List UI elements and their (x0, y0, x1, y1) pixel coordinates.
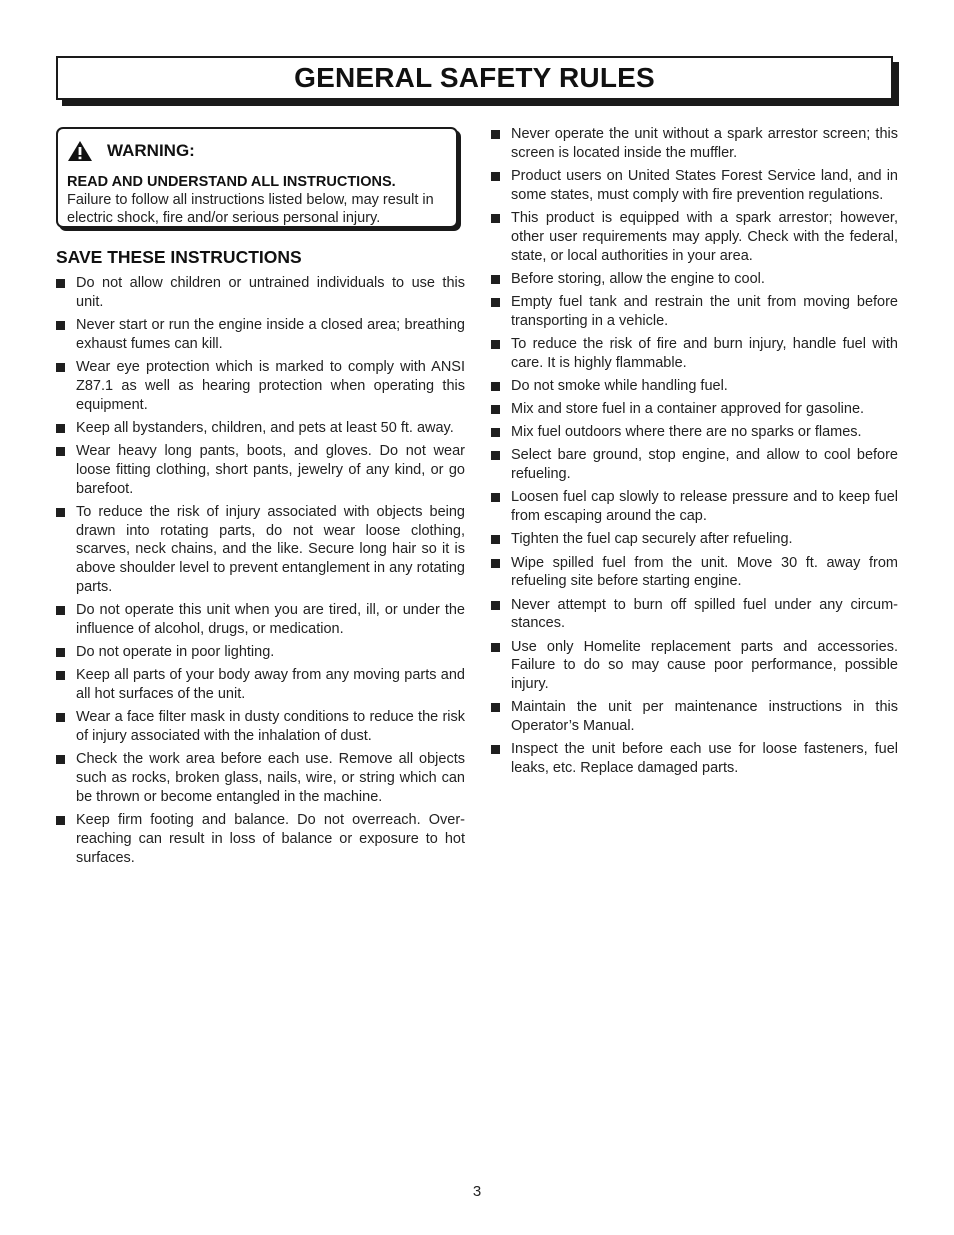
list-item: Keep all parts of your body away from any moving parts and all hot surfaces of the unit. (56, 666, 465, 704)
list-item: Wear a face filter mask in dusty conditions to reduce the risk of injury associated with the inhalation of dust. (56, 708, 465, 746)
page-title-box (56, 56, 893, 100)
list-item: To reduce the risk of fire and burn injury, handle fuel with care. It is highly flammable. (491, 335, 898, 373)
list-item: Inspect the unit before each use for loose fasteners, fuel leaks, etc. Replace damaged parts. (491, 740, 898, 778)
list-item: Tighten the fuel cap securely after refueling. (491, 530, 898, 549)
list-item: Mix fuel outdoors where there are no sparks or flames. (491, 423, 898, 442)
list-item: This product is equipped with a spark arrestor; however, other user requirements may apply. Check with the federal, state, or local authorities in your area. (491, 209, 898, 265)
list-item: Keep all bystanders, children, and pets at least 50 ft. away. (56, 419, 465, 438)
warning-heading: READ AND UNDERSTAND ALL INSTRUCTIONS. (67, 174, 396, 190)
list-item: Wear eye protection which is marked to comply with ANSI Z87.1 as well as hearing protection when operating this equipment. (56, 358, 465, 414)
list-item: Never operate the unit without a spark arrestor screen; this screen is located inside the muffler. (491, 125, 898, 163)
save-instructions-heading: SAVE THESE INSTRUCTIONS (56, 247, 302, 267)
list-item: Wipe spilled fuel from the unit. Move 30 ft. away from refueling site before starting engine. (491, 554, 898, 592)
list-item: Mix and store fuel in a container approved for gasoline. (491, 400, 898, 419)
list-item: Do not smoke while handling fuel. (491, 377, 898, 396)
list-item: Do not operate in poor lighting. (56, 643, 465, 662)
list-item: Wear heavy long pants, boots, and gloves. Do not wear loose fitting clothing, short pants, jewelry of any kind, or go barefoot. (56, 442, 465, 498)
warning-triangle-icon (67, 140, 93, 162)
right-column (491, 125, 898, 782)
list-item: Select bare ground, stop engine, and allow to cool before refueling. (491, 446, 898, 484)
page-number: 3 (472, 1183, 482, 1200)
list-item: Loosen fuel cap slowly to release pressure and to keep fuel from escaping around the cap. (491, 488, 898, 526)
warning-box (56, 127, 458, 228)
page-title: GENERAL SAFETY RULES (294, 62, 655, 93)
list-item: Before storing, allow the engine to cool. (491, 270, 898, 289)
left-rules-list (56, 274, 465, 867)
list-item: Never attempt to burn off spilled fuel under any circumstances. (491, 596, 898, 634)
list-item: Do not operate this unit when you are tired, ill, or under the influence of alcohol, drugs, or medication. (56, 601, 465, 639)
warning-header (67, 139, 446, 163)
list-item: To reduce the risk of injury associated with objects being drawn into rotating parts, do not wear loose clothing, scarves, neck chains, and the like. Secure long hair so it is above shoulder level to prevent entanglement in any rotating parts. (56, 503, 465, 597)
warning-title: WARNING: (107, 141, 195, 160)
list-item: Use only Homelite replacement parts and accessories. Failure to do so may cause poor performance, possible injury. (491, 638, 898, 694)
list-item: Empty fuel tank and restrain the unit from moving before transporting in a vehicle. (491, 293, 898, 331)
list-item: Keep firm footing and balance. Do not overreach. Overreaching can result in loss of balance or exposure to hot surfaces. (56, 811, 465, 867)
list-item: Maintain the unit per maintenance instructions in this Operator’s Manual. (491, 698, 898, 736)
list-item: Check the work area before each use. Remove all objects such as rocks, broken glass, nails, wire, or string which can be thrown or become entangled in the machine. (56, 750, 465, 806)
list-item: Never start or run the engine inside a closed area; breathing exhaust fumes can kill. (56, 316, 465, 354)
warning-text: Failure to follow all instructions listed below, may result in electric shock, fire and/or serious personal injury. (67, 192, 434, 226)
right-rules-list (491, 125, 898, 778)
list-item: Product users on United States Forest Service land, and in some states, must comply with fire prevention regulations. (491, 167, 898, 205)
list-item: Do not allow children or untrained individuals to use this unit. (56, 274, 465, 312)
left-column (56, 246, 465, 872)
